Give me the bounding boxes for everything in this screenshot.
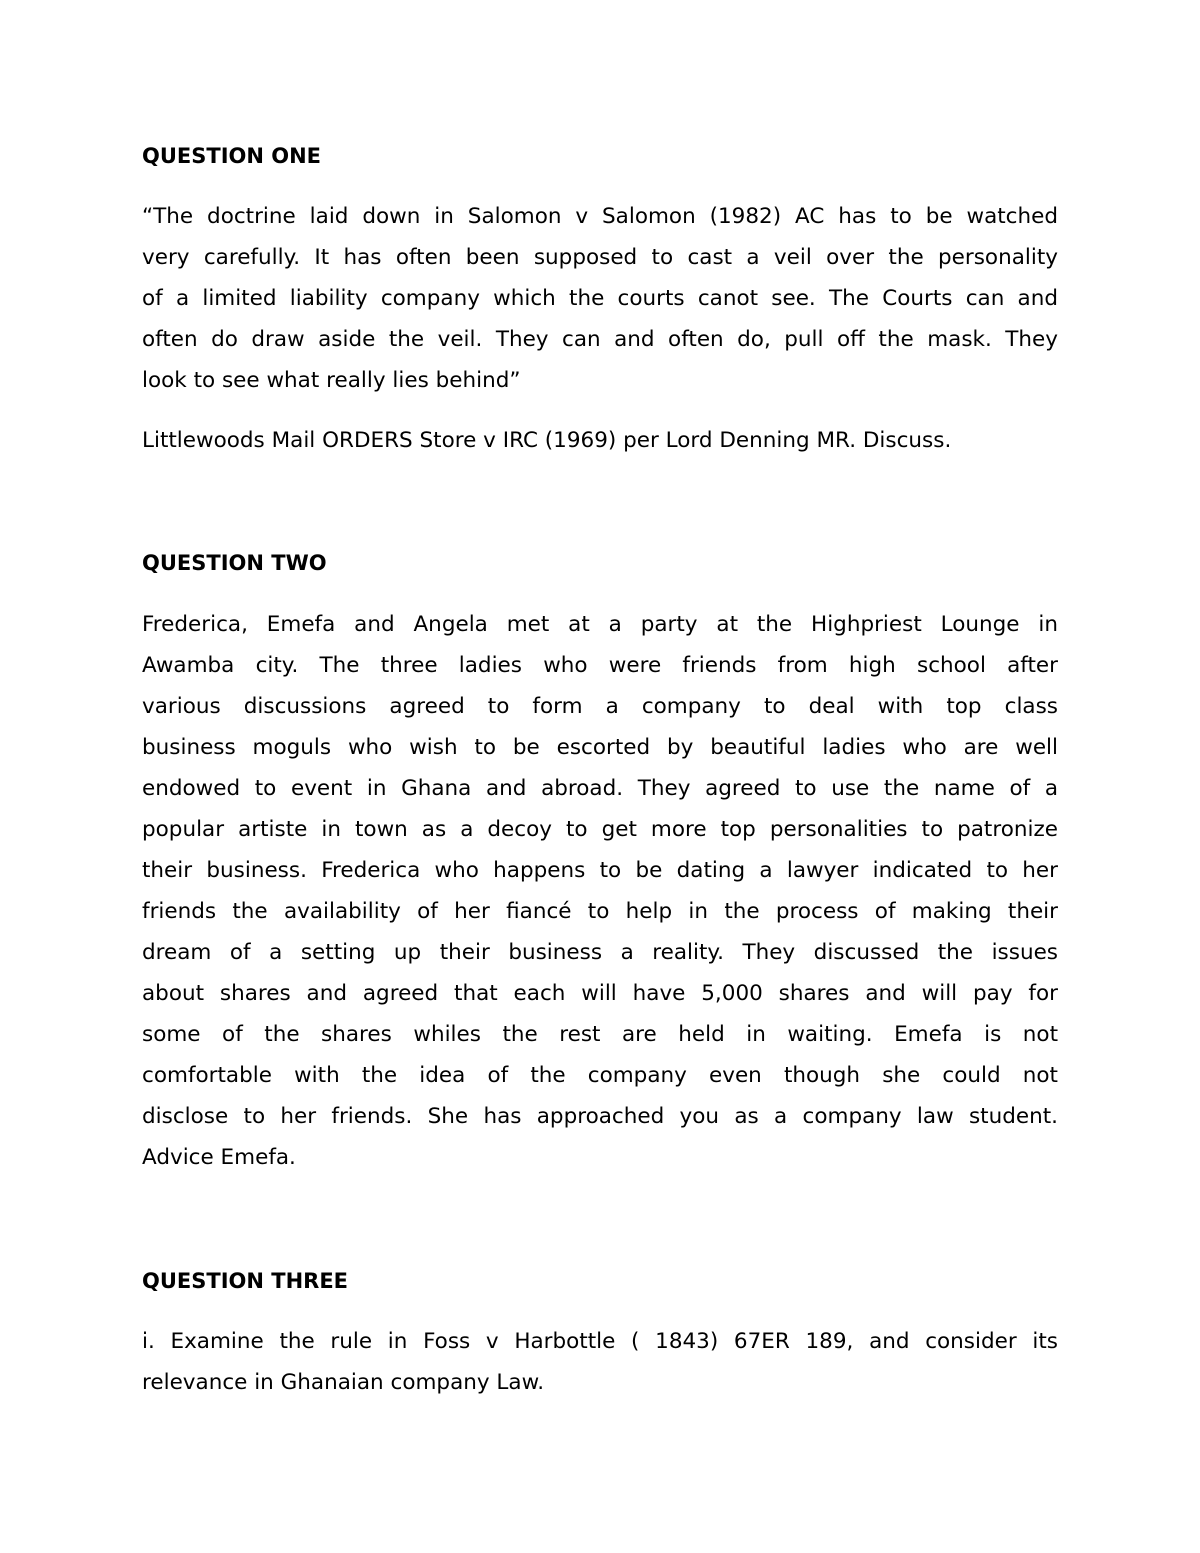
body-line: dream of a setting up their business a reality. They discussed the issues bbox=[142, 940, 1058, 965]
question-one-heading: QUESTION ONE bbox=[142, 144, 322, 168]
quote-line: look to see what really lies behind” bbox=[142, 368, 521, 393]
question-one-quote bbox=[142, 196, 1058, 401]
question-three-body bbox=[142, 1321, 1058, 1403]
body-line: popular artiste in town as a decoy to get more top personalities to patronize bbox=[142, 817, 1058, 842]
body-line: i. Examine the rule in Foss v Harbottle ( 1843) 67ER 189, and consider its bbox=[142, 1329, 1058, 1354]
citation-line: Littlewoods Mail ORDERS Store v IRC (1969) per Lord Denning MR. Discuss. bbox=[142, 428, 952, 453]
body-line: their business. Frederica who happens to be dating a lawyer indicated to her bbox=[142, 858, 1058, 883]
body-line: endowed to event in Ghana and abroad. They agreed to use the name of a bbox=[142, 776, 1058, 801]
quote-line: “The doctrine laid down in Salomon v Salomon (1982) AC has to be watched bbox=[142, 204, 1058, 229]
body-line: about shares and agreed that each will have 5,000 shares and will pay for bbox=[142, 981, 1058, 1006]
question-two-heading: QUESTION TWO bbox=[142, 551, 327, 575]
question-two-body bbox=[142, 604, 1058, 1178]
body-line: comfortable with the idea of the company even though she could not bbox=[142, 1063, 1058, 1088]
body-line: Frederica, Emefa and Angela met at a party at the Highpriest Lounge in bbox=[142, 612, 1058, 637]
body-line: various discussions agreed to form a company to deal with top class bbox=[142, 694, 1058, 719]
body-line: disclose to her friends. She has approached you as a company law student. bbox=[142, 1104, 1058, 1129]
quote-line: very carefully. It has often been supposed to cast a veil over the personality bbox=[142, 245, 1058, 270]
question-three-heading: QUESTION THREE bbox=[142, 1269, 349, 1293]
body-line: some of the shares whiles the rest are held in waiting. Emefa is not bbox=[142, 1022, 1058, 1047]
body-line: relevance in Ghanaian company Law. bbox=[142, 1370, 545, 1395]
quote-line: often do draw aside the veil. They can and often do, pull off the mask. They bbox=[142, 327, 1058, 352]
body-line: Awamba city. The three ladies who were friends from high school after bbox=[142, 653, 1058, 678]
body-line: business moguls who wish to be escorted by beautiful ladies who are well bbox=[142, 735, 1058, 760]
question-one-citation bbox=[142, 420, 1058, 461]
body-line: Advice Emefa. bbox=[142, 1145, 296, 1170]
quote-line: of a limited liability company which the courts canot see. The Courts can and bbox=[142, 286, 1058, 311]
body-line: friends the availability of her fiancé to help in the process of making their bbox=[142, 899, 1058, 924]
